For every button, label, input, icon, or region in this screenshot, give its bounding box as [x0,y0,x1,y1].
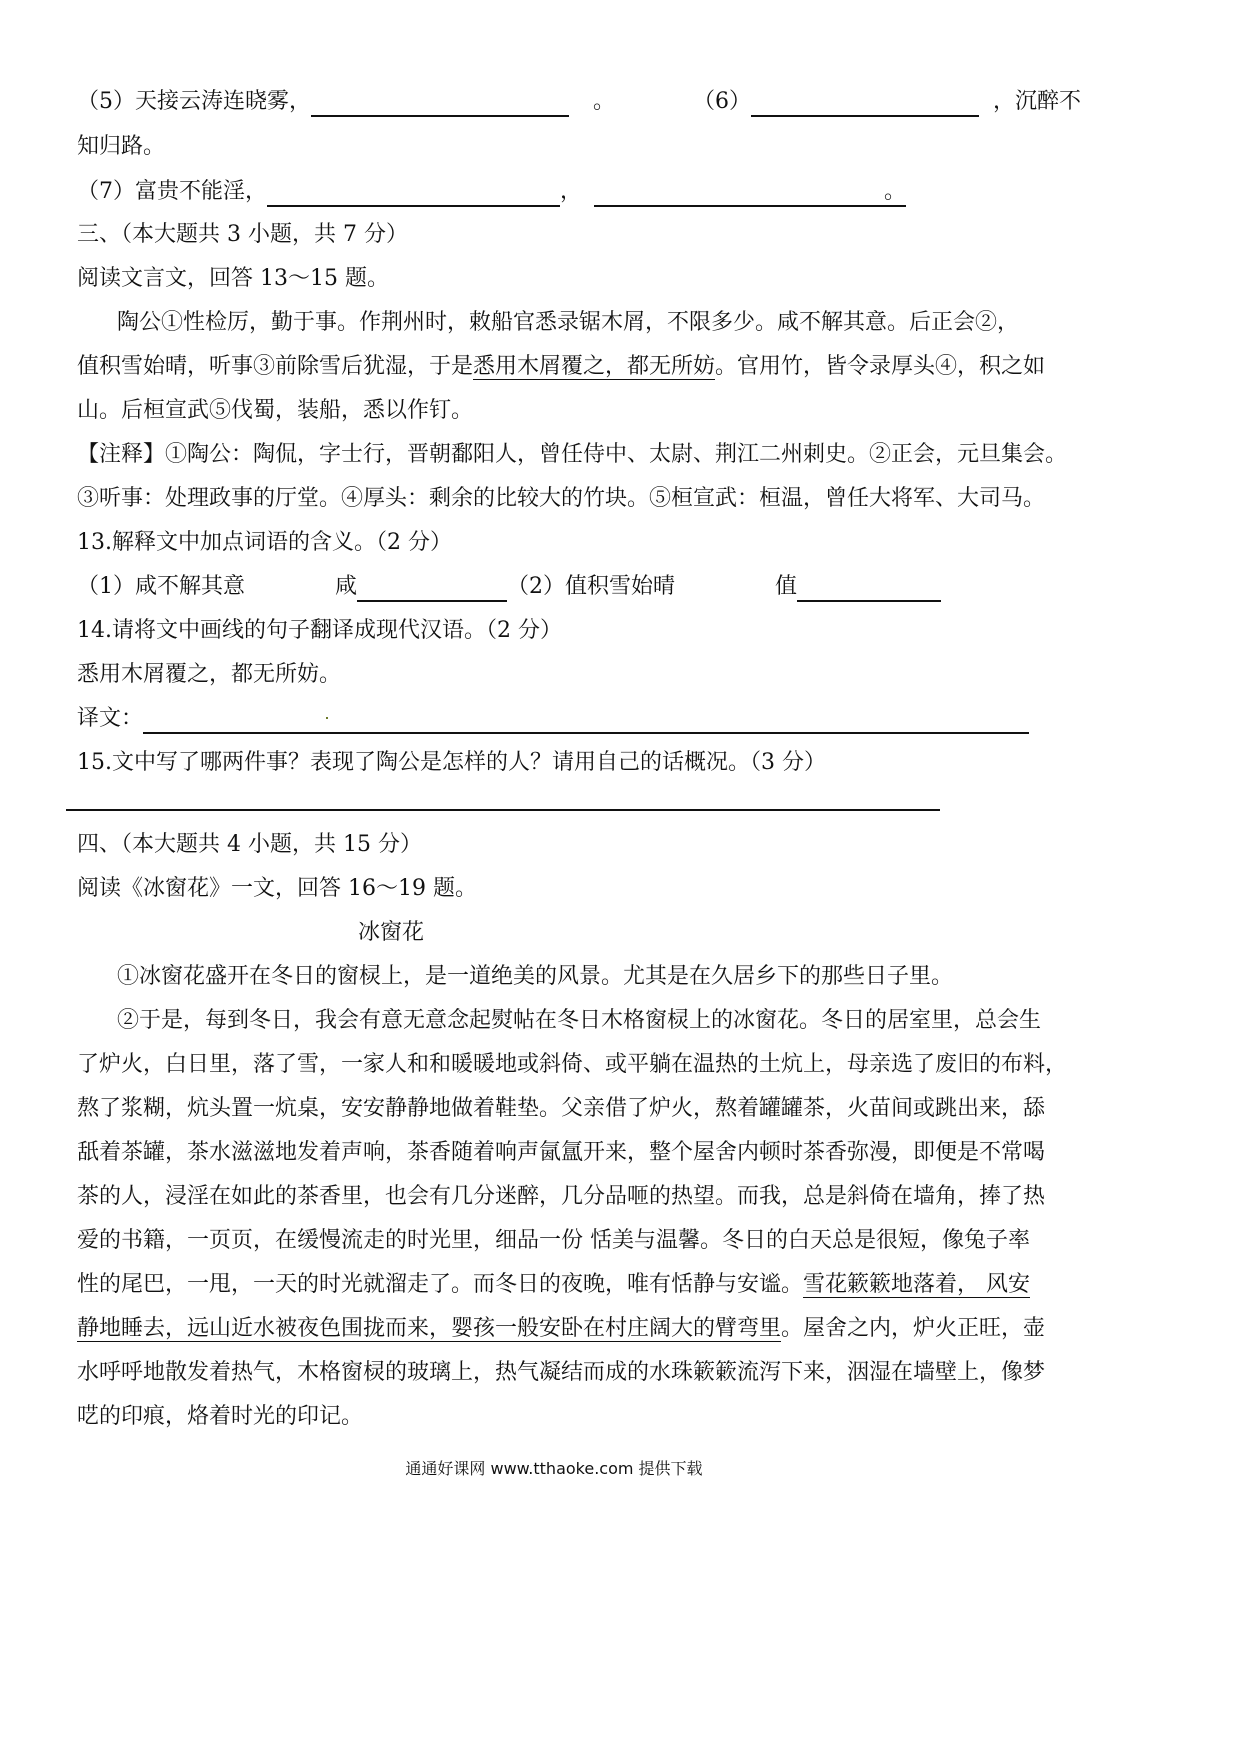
q13-blank1[interactable] [357,576,507,602]
article-underlined-end: 静地睡去，远山近水被夜色围拢而来，婴孩一般安卧在村庄阔大的臂弯里 [77,1316,782,1341]
section4-heading: 四、（本大题共 4 小题，共 15 分） [77,832,422,857]
article-p2-line-10: 呓的印痕，烙着时光的印记。 [77,1404,364,1429]
q12-item6-tail: ，沉醉不 [993,89,1082,114]
article-p2-line-7-start: 性的尾巴，一甩，一天的时光就溜走了。而冬日的夜晚，唯有恬静与安谧。 [77,1272,804,1297]
q15-answer-line[interactable] [66,809,940,811]
article-title: 冰窗花 [358,920,425,945]
page-footer: 通通好课网 www.tthaoke.com 提供下载 [405,1459,703,1478]
article-underlined-start: 雪花簌簌地落着， 风安 [803,1272,1031,1297]
article-p2-line-8-end: 。屋舍之内，炉火正旺，壶 [781,1316,1046,1341]
q15-stem: 15.文中写了哪两件事？表现了陶公是怎样的人？请用自己的话概况。（3 分） [77,750,826,775]
q12-item7-comma: ， [560,179,583,204]
passage-line-3: 山。后桓宣武⑤伐蜀，装船，悉以作钉。 [77,398,474,423]
section3-instruction: 阅读文言文，回答 13～15 题。 [77,266,389,291]
notes-line-1: 【注释】①陶公：陶侃，字士行，晋朝鄱阳人，曾任侍中、太尉、荆江二州刺史。②正会，元旦集会。 [77,442,1068,467]
q12-item7-line [77,177,906,207]
q13-word2: 值 [775,574,798,599]
q12-item7-text: （7）富贵不能淫， [77,179,267,204]
article-p2-line-2: 了炉火，白日里，落了雪，一家人和和暖暖地或斜倚、或平躺在温热的土炕上，母亲选了废旧的布料， [77,1052,1068,1077]
q13-stem: 13.解释文中加点词语的含义。（2 分） [77,530,452,555]
q12-item5-text: （5）天接云涛连晓雾， [77,89,311,114]
section4-instruction: 阅读《冰窗花》一文，回答 16～19 题。 [77,876,477,901]
q13-word1: 咸 [335,574,358,599]
q13-item1: （1）咸不解其意 [77,574,245,599]
q14-answer-blank[interactable] [143,708,1029,734]
article-p2-line-8 [77,1314,1045,1344]
passage-line-1: 陶公①性检厉，勤于事。作荆州时，敕船官悉录锯木屑，不限多少。咸不解其意。后正会②， [117,310,1020,335]
section3-heading: 三、（本大题共 3 小题，共 7 分） [77,222,408,247]
q12-item5-line [77,87,1081,117]
q12-item6-text: （6） [693,89,752,114]
article-p2-line-9: 水呼呼地散发着热气，木格窗棂的玻璃上，热气凝结而成的水珠簌簌流泻下来，洇湿在墙壁上，像梦 [77,1360,1046,1385]
q12-item7-blank1[interactable] [267,181,560,207]
q12-item5-end: 。 [593,89,616,114]
article-p2-line-5: 茶的人，浸淫在如此的茶香里，也会有几分迷醉，几分品咂的热望。而我，总是斜倚在墙角，捧了热 [77,1184,1046,1209]
article-p2-line-7 [77,1270,1030,1300]
article-paragraph-1: ①冰窗花盛开在冬日的窗棂上，是一道绝美的风景。尤其是在久居乡下的那些日子里。 [117,964,954,989]
underlined-sentence: 悉用木屑覆之，都无所妨 [473,354,716,379]
notes-line-2: ③听事：处理政事的厅堂。④厚头：剩余的比较大的竹块。⑤桓宣武：桓温，曾任大将军、大司马。 [77,486,1046,511]
q13-items [77,572,941,602]
q14-answer-line [77,704,1029,734]
q14-stem: 14.请将文中画线的句子翻译成现代汉语。（2 分） [77,618,562,643]
q13-blank2[interactable] [797,576,941,602]
passage-line-2 [77,352,1045,382]
scan-speck [326,717,328,719]
article-p2-line-1: ②于是，每到冬日，我会有意无意念起熨帖在冬日木格窗棂上的冰窗花。冬日的居室里，总会生 [117,1008,1042,1033]
q12-item5-blank[interactable] [311,91,569,117]
passage-line-2-end: 。官用竹，皆令录厚头④，积之如 [715,354,1046,379]
q12-item6-continuation: 知归路。 [77,134,166,159]
passage-line-2-start: 值积雪始晴，听事③前除雪后犹湿，于是 [77,354,474,379]
article-p2-line-6: 爱的书籍，一页页，在缓慢流走的时光里，细品一份 恬美与温馨。冬日的白天总是很短，像兔子率 [77,1228,1030,1253]
article-p2-line-4: 舐着茶罐，茶水滋滋地发着声响，茶香随着响声氤氲开来，整个屋舍内顿时茶香弥漫，即便是不常喝 [77,1140,1046,1165]
q14-answer-label: 译文： [77,706,144,731]
q12-item6-blank[interactable] [751,91,979,117]
article-p2-line-3: 熬了浆糊，炕头置一炕桌，安安静静地做着鞋垫。父亲借了炉火，熬着罐罐茶，火苗间或跳出来，舔 [77,1096,1046,1121]
q14-sentence: 悉用木屑覆之，都无所妨。 [77,662,342,687]
q13-item2: （2）值积雪始晴 [507,574,676,599]
q12-item7-blank2[interactable] [594,181,906,207]
q12-item7-end: 。 [884,179,907,204]
